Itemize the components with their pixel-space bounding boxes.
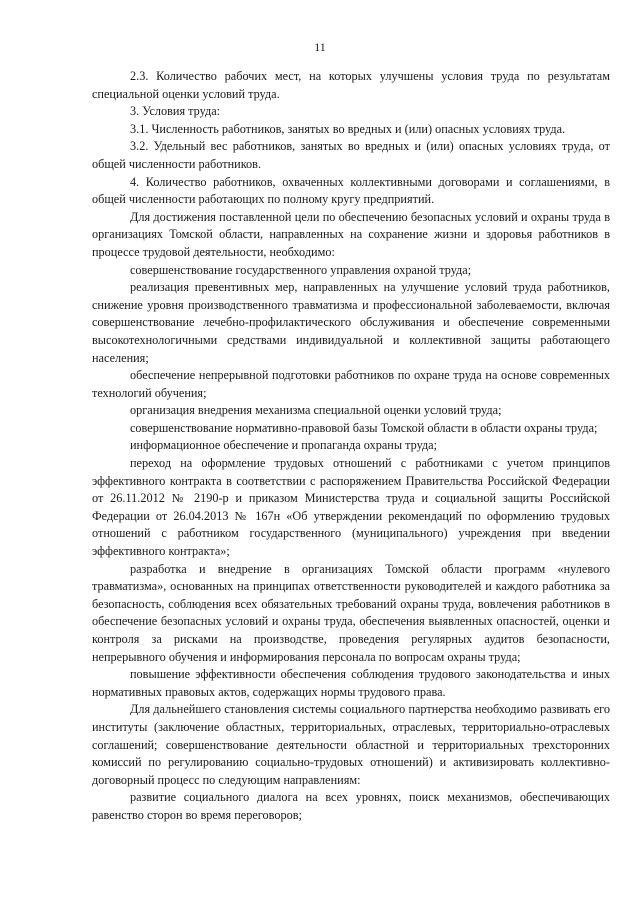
paragraph: повышение эффективности обеспечения соблюдения трудового законодательства и иных нормативных правовых актов, содержащих нормы трудового права. (92, 667, 610, 699)
paragraph: 3.1. Численность работников, занятых во вредных и (или) опасных условиях труда. (130, 121, 566, 136)
paragraph: информационное обеспечение и пропаганда охраны труда; (130, 438, 438, 453)
paragraph: реализация превентивных мер, направленных на улучшение условий труда работников, снижение уровня производственного травматизма и профессиональной заболеваемости, включая совершенствование лечебно-профилактического обслуживания и обеспечение современными высокотехнологичными средствами индивидуальной и коллективной защиты работающего населения; (92, 280, 610, 365)
page-number: 11 (314, 40, 326, 54)
paragraph: организация внедрения механизма специальной оценки условий труда; (130, 403, 502, 418)
paragraph: 3. Условия труда: (130, 104, 221, 119)
paragraph: Для дальнейшего становления системы социального партнерства необходимо развивать его институты (заключение областных, территориальных, отраслевых, территориально-отраслевых соглашений; совершенствование деятельности областной и территориальных трехсторонних комиссий по регулированию социально-трудовых отношений) и активизировать коллективно-договорный процесс по следующим направлениям: (92, 702, 610, 787)
paragraph: 3.2. Удельный вес работников, занятых во вредных и (или) опасных условиях труда, от общей численности работников. (92, 139, 610, 171)
paragraph: переход на оформление трудовых отношений с работниками с учетом принципов эффективного контракта в соответствии с распоряжением Правительства Российской Федерации от 26.11.2012 № 2190-р и приказом Министерства труда и социальной защиты Российской Федерации от 26.04.2013 № 167н «Об утверждении рекомендаций по оформлению трудовых отношений с работником государственного (муниципального) учреждения при введении эффективного контракта»; (92, 456, 610, 559)
paragraph: совершенствование нормативно-правовой базы Томской области в области охраны труда; (130, 420, 598, 435)
paragraph: разработка и внедрение в организациях Томской области программ «нулевого травматизма», основанных на принципах ответственности руководителей и каждого работника за безопасность, соблюдения всех обязательных требований охраны труда, вовлечения работников в обеспечение безопасных условий и охраны труда, обеспечения выявленных опасностей, оценки и контроля за рисками на производстве, проведения регулярных аудитов безопасности, непрерывного обучения и информирования персонала по вопросам охраны труда; (92, 561, 610, 664)
paragraph: совершенствование государственного управления охраной труда; (130, 262, 472, 277)
paragraph: развитие социального диалога на всех уровнях, поиск механизмов, обеспечивающих равенство сторон во время переговоров; (92, 790, 610, 822)
paragraph: 2.3. Количество рабочих мест, на которых улучшены условия труда по результатам специальной оценки условий труда. (92, 69, 610, 101)
body-text (92, 68, 610, 825)
paragraph: обеспечение непрерывной подготовки работников по охране труда на основе современных технологий обучения; (92, 368, 610, 400)
paragraph: Для достижения поставленной цели по обеспечению безопасных условий и охраны труда в организациях Томской области, направленных на сохранение жизни и здоровья работников в процессе трудовой деятельности, необходимо: (92, 209, 610, 259)
paragraph: 4. Количество работников, охваченных коллективными договорами и соглашениями, в общей численности работающих по полному кругу предприятий. (92, 174, 610, 207)
